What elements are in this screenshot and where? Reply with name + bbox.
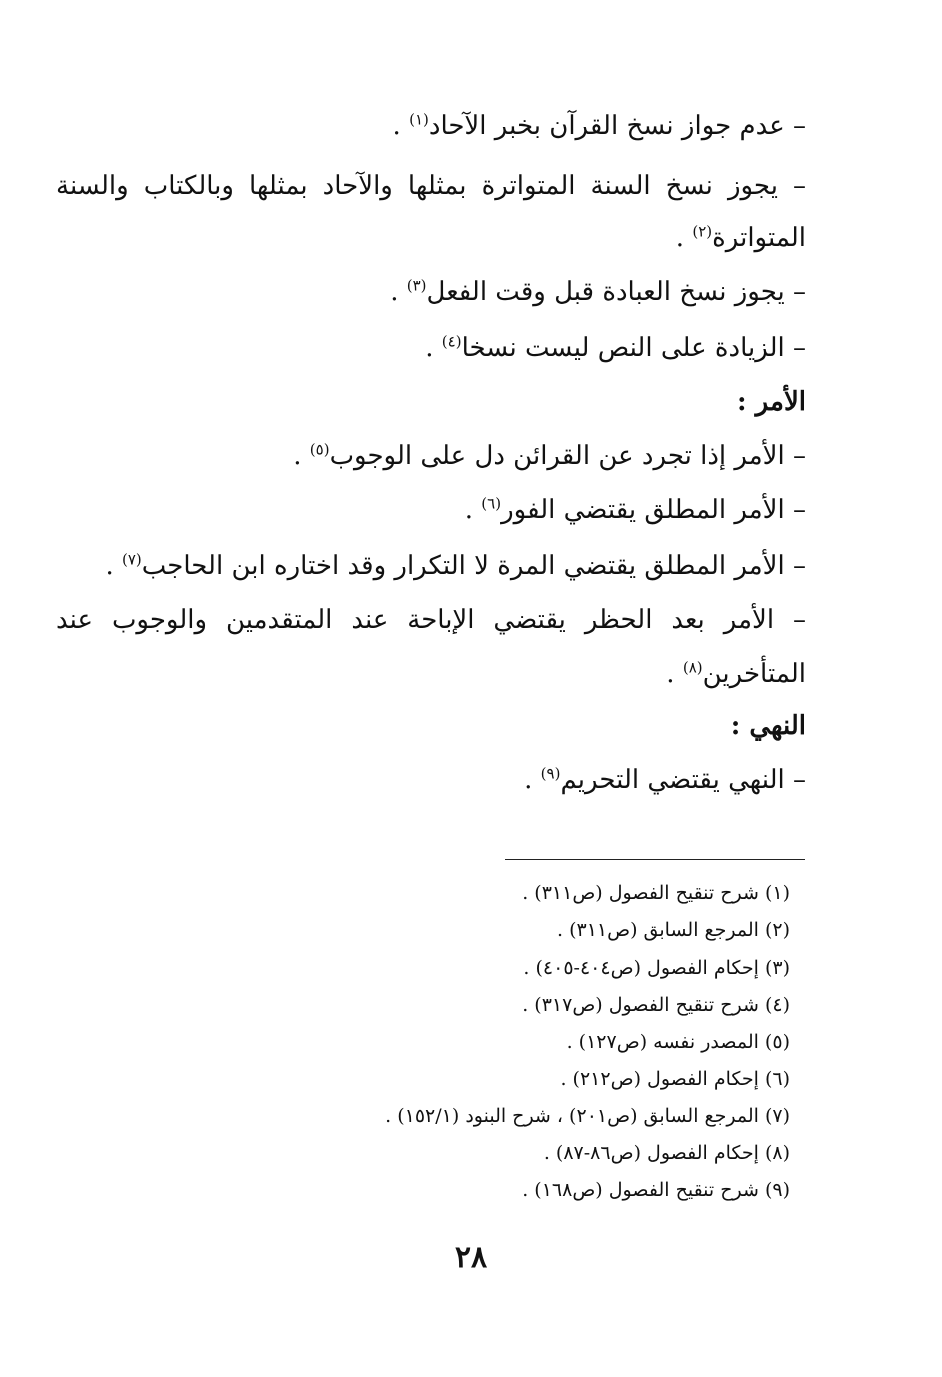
footnote-separator (505, 859, 805, 860)
text-line-3 (56, 220, 806, 256)
line-7-text: – الأمر المطلق يقتضي الفور (501, 495, 806, 525)
line-5-end: . (425, 333, 442, 363)
footnote-8: (٨) إحكام الفصول (ص٨٦-٨٧) . (543, 1142, 790, 1164)
text-line-9 (56, 602, 806, 638)
text-line-2 (56, 168, 806, 204)
text-line-6 (56, 438, 806, 474)
line-11-text: – النهي يقتضي التحريم (560, 765, 806, 795)
text-line-7 (56, 492, 806, 528)
line-1-end: . (392, 111, 410, 141)
footnote-ref-9: (٩) (540, 764, 561, 783)
line-7-end: . (464, 495, 482, 525)
footnote-ref-3: (٣) (406, 276, 427, 295)
text-line-1 (56, 108, 806, 144)
footnote-1: (١) شرح تنقيح الفصول (ص٣١١) . (522, 882, 790, 904)
text-line-5 (56, 330, 806, 366)
footnote-ref-2: (٢) (692, 222, 713, 241)
line-10-text: المتأخرين (702, 659, 806, 689)
footnote-ref-5: (٥) (309, 440, 330, 459)
line-8-text: – الأمر المطلق يقتضي المرة لا التكرار وقد اختاره ابن الحاجب (141, 551, 806, 581)
footnote-2: (٢) المرجع السابق (ص٣١١) . (556, 919, 790, 941)
line-11-end: . (524, 765, 541, 795)
footnote-ref-4: (٤) (441, 332, 462, 351)
text-line-11 (56, 762, 806, 798)
footnote-4: (٤) شرح تنقيح الفصول (ص٣١٧) . (522, 994, 790, 1016)
footnote-3: (٣) إحكام الفصول (ص٤٠٤-٤٠٥) . (523, 957, 790, 979)
footnote-ref-7: (٧) (121, 550, 142, 569)
line-8-end: . (105, 551, 122, 581)
line-9-text: – الأمر بعد الحظر يقتضي الإباحة عند المتقدمين والوجوب عند (56, 605, 806, 635)
line-2-text: – يجوز نسخ السنة المتواترة بمثلها والآحاد بمثلها وبالكتاب والسنة (56, 171, 806, 201)
footnote-7: (٧) المرجع السابق (ص٢٠١) ، شرح البنود (١٥٢/١) . (385, 1105, 790, 1127)
heading-nahy: النهي : (730, 711, 806, 741)
footnote-ref-6: (٦) (481, 494, 502, 513)
line-4-end: . (390, 277, 407, 307)
footnote-ref-1: (١) (409, 110, 429, 129)
line-5-text: – الزيادة على النص ليست نسخا (461, 333, 806, 363)
text-line-10 (56, 656, 806, 692)
footnote-5: (٥) المصدر نفسه (ص١٢٧) . (566, 1031, 790, 1053)
line-3-text: المتواترة (712, 223, 806, 253)
text-line-4 (56, 274, 806, 310)
footnote-6: (٦) إحكام الفصول (ص٢١٢) . (560, 1068, 790, 1090)
line-1-text: – عدم جواز نسخ القرآن بخبر الآحاد (428, 111, 806, 141)
text-line-8 (56, 548, 806, 584)
page-number: ٢٨ (454, 1240, 488, 1275)
footnote-ref-8: (٨) (682, 658, 703, 677)
line-10-end: . (666, 659, 683, 689)
line-4-text: – يجوز نسخ العبادة قبل وقت الفعل (426, 277, 806, 307)
line-3-end: . (675, 223, 693, 253)
footnote-9: (٩) شرح تنقيح الفصول (ص١٦٨) . (522, 1179, 790, 1201)
line-6-text: – الأمر إذا تجرد عن القرائن دل على الوجوب (329, 441, 806, 471)
heading-amr: الأمر : (737, 387, 806, 417)
line-6-end: . (293, 441, 310, 471)
